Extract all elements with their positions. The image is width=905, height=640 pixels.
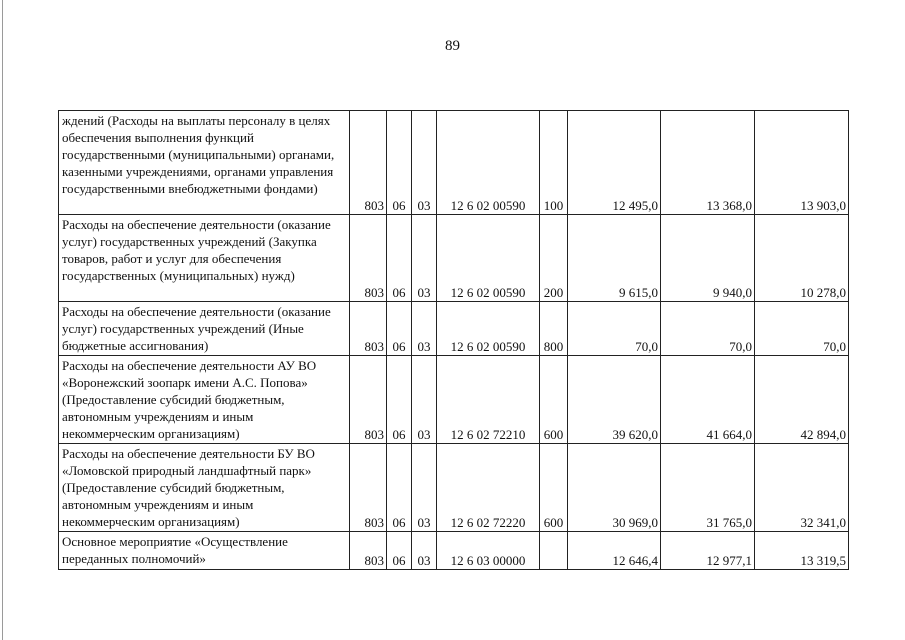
target-article-cell: 12 6 02 00590 [437, 215, 540, 302]
expense-type-cell: 100 [540, 111, 568, 215]
expense-type-cell: 600 [540, 444, 568, 532]
row-description: Расходы на обеспечение деятельности АУ ВО «Воронежский зоопарк имени А.С. Попова» (Предоставление субсидий бюджетным, автономным учреждениям и иным некоммерческим организациям) [62, 358, 317, 441]
row-description: Расходы на обеспечение деятельности (оказание услуг) государственных учреждений (Иные бюджетные ассигнования) [62, 304, 331, 353]
target-article-cell: 12 6 03 00000 [437, 532, 540, 570]
page-number: 89 [445, 38, 460, 54]
table-row [59, 215, 849, 302]
grbs-cell: 803 [350, 215, 387, 302]
amount-year1-cell: 30 969,0 [568, 444, 661, 532]
grbs-cell: 803 [350, 356, 387, 444]
amount-year1-cell: 39 620,0 [568, 356, 661, 444]
section-cell: 06 [387, 215, 412, 302]
subsection-cell: 03 [412, 532, 437, 570]
section-cell: 06 [387, 111, 412, 215]
subsection-cell: 03 [412, 356, 437, 444]
target-article-cell: 12 6 02 00590 [437, 111, 540, 215]
target-article-cell: 12 6 02 72220 [437, 444, 540, 532]
expense-type-cell: 200 [540, 215, 568, 302]
amount-year3-cell: 32 341,0 [755, 444, 849, 532]
section-cell: 06 [387, 302, 412, 356]
amount-year3-cell: 70,0 [755, 302, 849, 356]
target-article-cell: 12 6 02 00590 [437, 302, 540, 356]
amount-year2-cell: 9 940,0 [661, 215, 755, 302]
amount-year3-cell: 13 903,0 [755, 111, 849, 215]
section-cell: 06 [387, 356, 412, 444]
row-description: Расходы на обеспечение деятельности (оказание услуг) государственных учреждений (Закупка товаров, работ и услуг для обеспечения государственных (муниципальных) нужд) [62, 217, 331, 283]
amount-year2-cell: 31 765,0 [661, 444, 755, 532]
grbs-cell: 803 [350, 302, 387, 356]
amount-year1-cell: 12 495,0 [568, 111, 661, 215]
row-description: Основное мероприятие «Осуществление переданных полномочий» [62, 534, 288, 566]
target-article-cell: 12 6 02 72210 [437, 356, 540, 444]
subsection-cell: 03 [412, 302, 437, 356]
page-edge-line [2, 0, 3, 640]
budget-table [58, 110, 849, 570]
section-cell: 06 [387, 444, 412, 532]
row-description-cell [59, 302, 350, 356]
section-cell: 06 [387, 532, 412, 570]
table-row [59, 444, 849, 532]
amount-year2-cell: 13 368,0 [661, 111, 755, 215]
row-description-cell [59, 356, 350, 444]
row-description-cell [59, 215, 350, 302]
expense-type-cell: 800 [540, 302, 568, 356]
grbs-cell: 803 [350, 111, 387, 215]
amount-year1-cell: 9 615,0 [568, 215, 661, 302]
amount-year2-cell: 12 977,1 [661, 532, 755, 570]
row-description: ждений (Расходы на выплаты персоналу в целях обеспечения выполнения функций государственными (муниципальными) органами, казенными учреждениями, органами управления государственными внебюджетными фондами) [62, 113, 335, 196]
expense-type-cell [540, 532, 568, 570]
amount-year1-cell: 70,0 [568, 302, 661, 356]
amount-year3-cell: 42 894,0 [755, 356, 849, 444]
expense-type-cell: 600 [540, 356, 568, 444]
row-description-cell [59, 532, 350, 570]
table-row [59, 532, 849, 570]
amount-year3-cell: 13 319,5 [755, 532, 849, 570]
amount-year2-cell: 70,0 [661, 302, 755, 356]
amount-year1-cell: 12 646,4 [568, 532, 661, 570]
subsection-cell: 03 [412, 215, 437, 302]
row-description: Расходы на обеспечение деятельности БУ ВО «Ломовской природный ландшафтный парк» (Предоставление субсидий бюджетным, автономным учреждениям и иным некоммерческим организациям) [62, 446, 315, 529]
grbs-cell: 803 [350, 444, 387, 532]
amount-year3-cell: 10 278,0 [755, 215, 849, 302]
table-row [59, 302, 849, 356]
amount-year2-cell: 41 664,0 [661, 356, 755, 444]
subsection-cell: 03 [412, 111, 437, 215]
table-row [59, 111, 849, 215]
table-row [59, 356, 849, 444]
subsection-cell: 03 [412, 444, 437, 532]
row-description-cell [59, 444, 350, 532]
grbs-cell: 803 [350, 532, 387, 570]
row-description-cell [59, 111, 350, 215]
